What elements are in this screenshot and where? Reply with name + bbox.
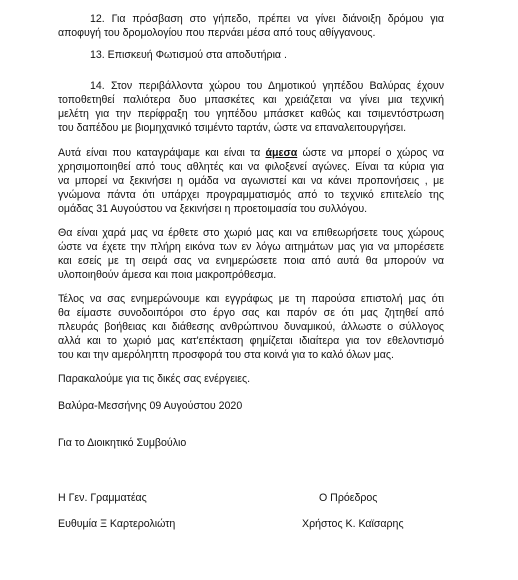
paragraph-line: γνώμονα πάντα ότι υπάρχει προγραμματισμός από το τεχνικό επιτελείο της <box>58 189 444 201</box>
item-14-line: 14. Στον περιβάλλοντα χώρου του Δημοτικού γηπέδου Βαλύρας έχουν <box>90 80 444 92</box>
item-14-line: μελέτη για την περίφραξη του γηπέδου μπάσκετ καθώς και τσιμεντόστρωση <box>58 108 444 120</box>
paragraph-text: Αυτά είναι που καταγράψαμε και είναι τα <box>58 147 266 159</box>
paragraph-line: Θα είναι χαρά μας να έρθετε στο χωριό μας και να επιθεωρήσετε τους χώρους <box>58 227 444 239</box>
paragraph-line: θα είμαστε συνοδοιπόροι στο έργο σας και παρόν σε ότι μας ζητηθεί από <box>58 307 444 319</box>
secretary-name: Ευθυμία Ξ Καρτερολιώτη <box>58 518 176 530</box>
secretary-title: Η Γεν. Γραμματέας <box>58 492 147 504</box>
president-name: Χρήστος Κ. Καϊσαρης <box>302 518 404 530</box>
item-12 <box>58 12 444 40</box>
paragraph-line: να μπορεί να ξεκινήσει η ομάδα να αγωνιστεί και να κάνει προπονήσεις , με <box>58 175 444 187</box>
item-14-line: του δαπέδου με βιομηχανικό τσιμέντο ταρτάν, ώστε να επαναλειτουργήσει. <box>58 122 407 134</box>
item-14 <box>58 79 444 135</box>
emphasis-text: άμεσα <box>265 147 298 159</box>
place-date: Βαλύρα-Μεσσήνης 09 Αυγούστου 2020 <box>58 400 243 412</box>
closing-line: Παρακαλούμε για τις δικές σας ενέργειες. <box>58 373 251 385</box>
paragraph-line: χρησιμοποιηθεί από τους αθλητές και να φιλοξενεί αγώνες. Είναι τα κύρια για <box>58 161 444 173</box>
paragraph-line: πλευράς βοήθειας και διάθεσης ανθρώπινου δυναμικού, άλλωστε ο σύλλογος <box>58 321 444 333</box>
paragraph-support <box>58 292 444 362</box>
paragraph-line: ομάδας 31 Αυγούστου να ξεκινήσει η προετοιμασία του συλλόγου. <box>58 203 368 215</box>
item-12-line: 12. Για πρόσβαση στο γήπεδο, πρέπει να γίνει διάνοιξη δρόμου για <box>90 13 444 25</box>
paragraph-line: του και την αμερόληπτη προσφορά του στα κοινά για το καλό όλων μας. <box>58 349 394 361</box>
item-12-line: αποφυγή του δρομολογίου που περνάει μέσα από τους αθίγγανους. <box>58 27 376 39</box>
paragraph-line: και εσείς με τη σειρά σας να ενημερώσετε ποια από αυτά θα μπορούν να <box>58 255 444 267</box>
paragraph-line <box>58 146 444 160</box>
paragraph-invitation <box>58 226 444 282</box>
item-14-line: τοποθετηθεί παλιότερα δυο μπασκέτες και χρειάζεται να γίνει μια τεχνική <box>58 94 444 106</box>
paragraph-line: αλλά και το χωριό μας κατ'επέκταση φημίζεται ιδιαίτερα για τον εθελοντισμό <box>58 335 444 347</box>
item-13: 13. Επισκευή Φωτισμού στα αποδυτήρια . <box>90 49 287 61</box>
paragraph-line: ώστε να έχετε την πλήρη εικόνα των εν λόγω αιτημάτων μας για να μπορέσετε <box>58 241 444 253</box>
president-title: Ο Πρόεδρος <box>319 492 378 504</box>
paragraph-requirements <box>58 146 444 216</box>
paragraph-line: Τέλος να σας ενημερώνουμε και εγγράφως με τη παρούσα επιστολή μας ότι <box>58 293 444 305</box>
board-line: Για το Διοικητικό Συμβούλιο <box>58 437 187 449</box>
paragraph-text: ώστε να μπορεί ο χώρος να <box>297 147 445 159</box>
paragraph-line: υλοποιηθούν άμεσα και ποια μακροπρόθεσμα. <box>58 269 277 281</box>
